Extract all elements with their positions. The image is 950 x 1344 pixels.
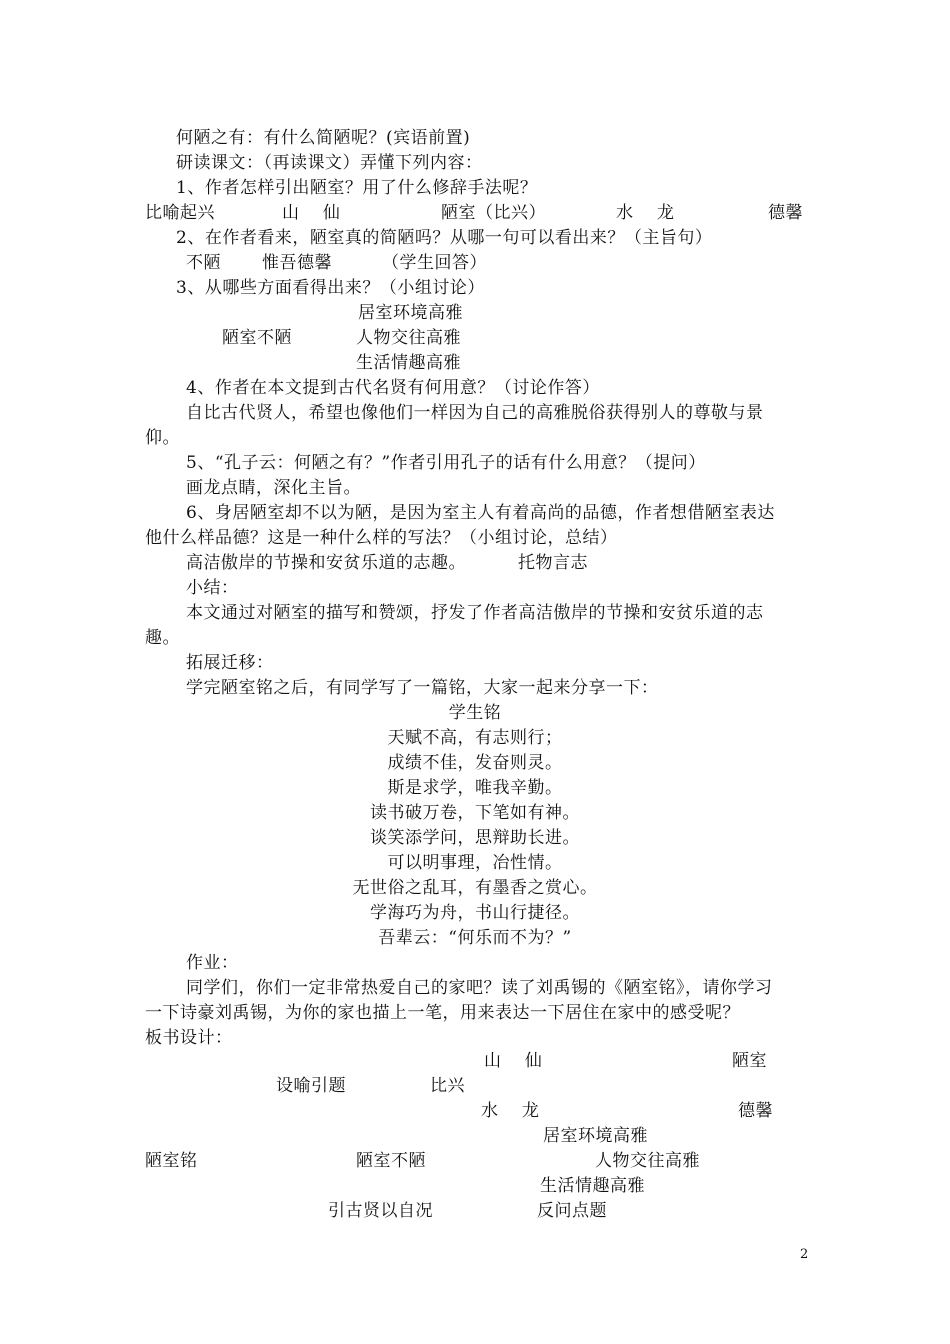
line-26: 一下诗豪刘禹锡，为你的家也描上一笔，用来表达一下居住在家中的感受呢？ [145,1003,740,1023]
line-12: 自比古代贤人，希望也像他们一样因为自己的高雅脱俗获得别人的尊敬与景 [186,403,764,423]
board-lou-shi: 陋室 [732,1051,767,1071]
line-17: 他什么样品德？这是一种什么样的写法？（小组讨论，总结） [145,528,618,548]
poem-line: 学海巧为舟，书山行捷径。 [370,903,580,923]
poem-line: 可以明事理，冶性情。 [387,853,563,873]
board-she-yu: 设喻引题 [276,1076,346,1096]
line-3: 1、作者怎样引出陋室？用了什么修辞手法呢？ [176,178,538,198]
line-6-a: 不陋 [186,253,221,273]
board-life: 生活情趣高雅 [540,1176,645,1196]
board-bi-xing: 比兴 [430,1076,465,1096]
line-19: 小结： [186,578,239,598]
poem-line: 天赋不高，有志则行； [387,728,563,748]
line-2: 研读课文：（再读课文）弄懂下列内容： [176,153,483,173]
board-fan-wen: 反问点题 [537,1201,607,1221]
poem-line: 斯是求学，唯我辛勤。 [387,778,563,798]
line-27: 板书设计： [145,1028,233,1048]
line-1: 何陋之有：有什么简陋呢？(宾语前置) [176,128,471,148]
line-4-c: 陋室（比兴） [441,203,546,223]
line-23: 学完陋室铭之后，有同学写了一篇铭，大家一起来分享一下： [186,678,659,698]
line-5: 2、在作者看来，陋室真的简陋吗？从哪一句可以看出来？（主旨句） [176,228,713,248]
line-4-a: 比喻起兴 [145,203,215,223]
line-22: 拓展迁移： [186,653,274,673]
line-16: 6、身居陋室却不以为陋，是因为室主人有着高尚的品德，作者想借陋室表达 [186,503,775,523]
line-25: 同学们，你们一定非常热爱自己的家吧？读了刘禹锡的《陋室铭》，请你学习 [186,978,773,998]
poem-line: 成绩不佳，发奋则灵。 [387,753,563,773]
board-yin-gu: 引古贤以自况 [328,1201,433,1221]
board-shui-long: 水 龙 [481,1101,540,1121]
poem-line: 吾辈云：“何乐而不为？” [378,928,572,948]
line-8: 居室环境高雅 [358,303,463,323]
poem-line: 无世俗之乱耳，有墨香之赏心。 [352,878,598,898]
board-env: 居室环境高雅 [543,1126,648,1146]
line-6-b: 惟吾德馨 [262,253,332,273]
line-4-b: 山 仙 [282,203,341,223]
line-24: 作业： [186,953,239,973]
board-people: 人物交往高雅 [595,1151,700,1171]
line-4-d: 水 龙 [616,203,675,223]
line-6-c: （学生回答） [382,253,487,273]
line-15: 画龙点睛，深化主旨。 [186,478,361,498]
line-20: 本文通过对陋室的描写和赞颂，抒发了作者高洁傲岸的节操和安贫乐道的志 [186,603,764,623]
board-bu-lou: 陋室不陋 [356,1151,426,1171]
poem-title: 学生铭 [448,703,502,723]
poem-line: 谈笑添学问，思辩助长进。 [370,828,580,848]
line-11: 4、作者在本文提到古代名贤有何用意？（讨论作答） [186,378,600,398]
line-21: 趣。 [145,628,180,648]
board-title: 陋室铭 [145,1151,198,1171]
line-4-e: 德馨 [768,203,803,223]
line-13: 仰。 [145,428,180,448]
line-7: 3、从哪些方面看得出来？（小组讨论） [176,278,485,298]
line-9-b: 人物交往高雅 [356,328,461,348]
line-18-b: 托物言志 [518,553,588,573]
board-shan-xian: 山 仙 [484,1051,543,1071]
page-number: 2 [800,1247,809,1262]
line-14: 5、“孔子云：何陋之有？”作者引用孔子的话有什么用意？（提问） [186,453,706,473]
poem-line: 读书破万卷，下笔如有神。 [370,803,580,823]
line-10: 生活情趣高雅 [356,353,461,373]
board-de-xin: 德馨 [738,1101,773,1121]
line-18-a: 高洁傲岸的节操和安贫乐道的志趣。 [186,553,466,573]
line-9-a: 陋室不陋 [222,328,292,348]
